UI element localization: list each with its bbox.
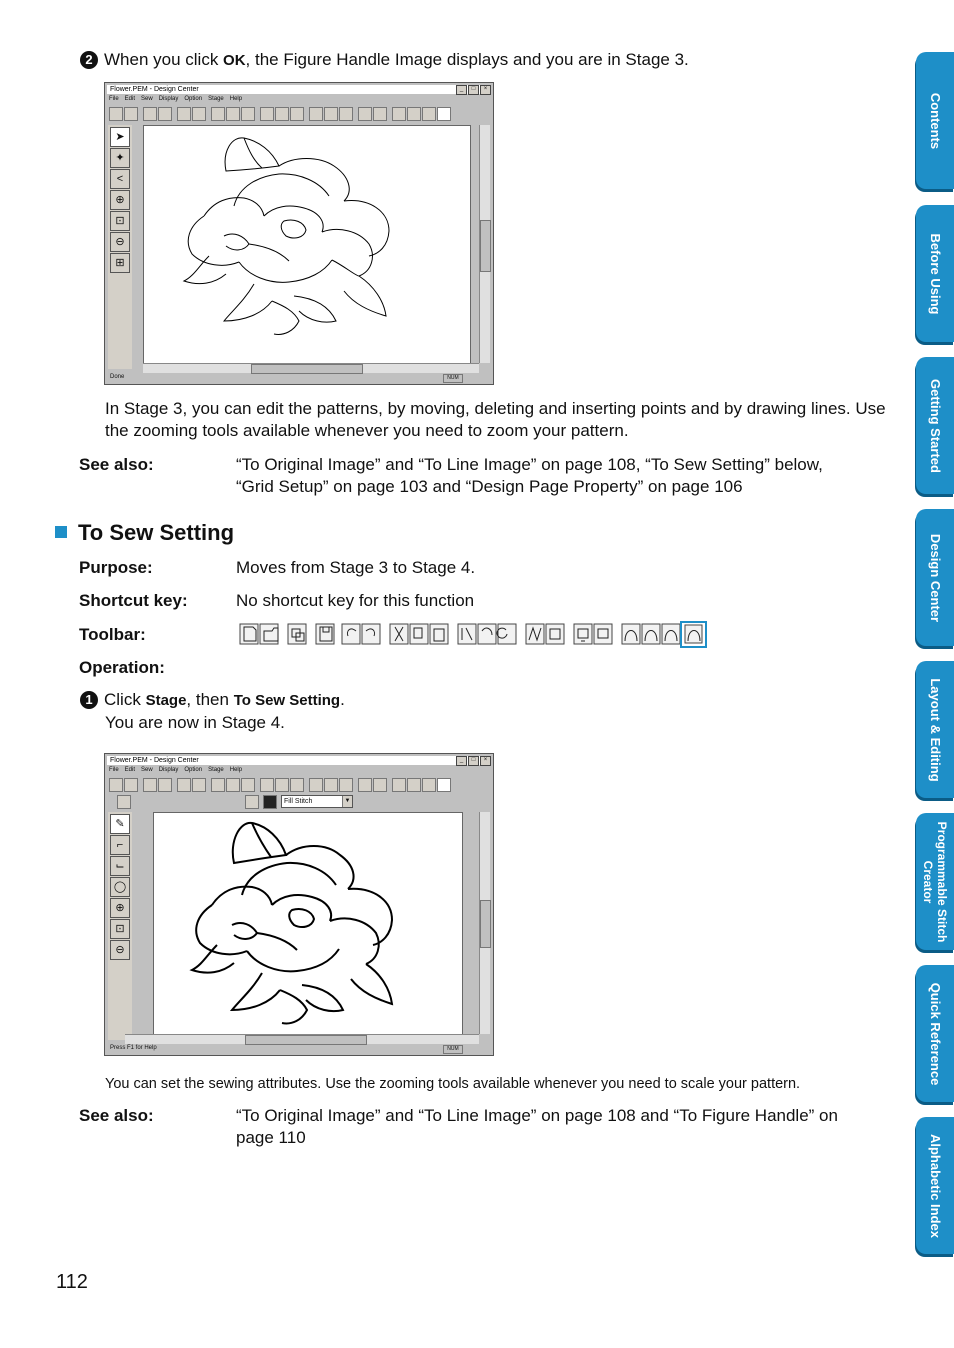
zoom-fit-icon: ⊡ [110, 211, 130, 231]
zoom-out-icon: ⊖ [110, 940, 130, 960]
step-number-1: 1 [80, 691, 98, 709]
toolbar-label: Toolbar: [79, 625, 146, 644]
stage-4-description: You can set the sewing attributes. Use the zooming tools available whenever you need to scale your pattern. [105, 1076, 801, 1092]
window-title: Flower.PEM - Design Center [107, 756, 491, 765]
side-tab-before-using[interactable]: Before Using [916, 205, 954, 342]
pan-icon: ⊞ [110, 253, 130, 273]
side-tab-contents[interactable]: Contents [916, 52, 954, 189]
side-tab-programmable-stitch-creator[interactable]: Programmable Stitch Creator [916, 813, 954, 950]
rose-bold-line-drawing [154, 813, 462, 1035]
shortcut-value: No shortcut key for this function [236, 591, 475, 610]
step-2-line: 2 When you click OK, the Figure Handle Image displays and you are in Stage 3. [80, 49, 689, 72]
window-controls [456, 756, 491, 765]
draw-line-icon: < [110, 169, 130, 189]
status-bar: Done [110, 374, 125, 380]
see-also-label-1: See also: [79, 455, 154, 474]
purpose-value: Moves from Stage 3 to Stage 4. [236, 558, 476, 577]
close-icon: × [480, 85, 491, 95]
line-sew-icon[interactable] [245, 795, 259, 809]
circle-tool-icon: ◯ [110, 877, 130, 897]
see-also-label-2: See also: [79, 1106, 154, 1125]
zoom-in-icon: ⊕ [110, 898, 130, 918]
tool-palette [108, 812, 132, 1040]
vertical-scrollbar[interactable] [479, 812, 490, 1034]
maximize-icon: □ [468, 756, 479, 766]
shortcut-label: Shortcut key: [79, 591, 188, 610]
operation-label: Operation: [79, 658, 165, 677]
region-sew-icon[interactable] [263, 795, 277, 809]
side-tab-alphabetic-index[interactable]: Alphabetic Index [916, 1117, 954, 1254]
sew-arrow-icon [117, 795, 131, 809]
stage-3-description: In Stage 3, you can edit the patterns, by moving, deleting and inserting points and by drawing lines. Use the zooming tools available whenever you need to zoom your pattern. [105, 399, 886, 440]
side-tab-quick-reference[interactable]: Quick Reference [916, 965, 954, 1102]
close-icon: × [480, 756, 491, 766]
horizontal-scrollbar[interactable] [143, 363, 479, 373]
sew-line-icon: ⌙ [110, 856, 130, 876]
toolbar-icons [109, 107, 451, 121]
num-lock-indicator: NUM [443, 374, 463, 383]
step-1-line: 1 Click Stage, then To Sew Setting. [80, 689, 345, 712]
step-number-2: 2 [80, 51, 98, 69]
side-tab-getting-started[interactable]: Getting Started [916, 357, 954, 494]
window-title: Flower.PEM - Design Center [107, 85, 491, 94]
screenshot-stage-3 [104, 82, 494, 385]
horizontal-scrollbar[interactable] [125, 1034, 479, 1044]
chevron-down-icon: ▼ [342, 796, 352, 807]
zoom-out-icon: ⊖ [110, 232, 130, 252]
step-1-result: You are now in Stage 4. [105, 713, 285, 732]
purpose-label: Purpose: [79, 558, 153, 577]
select-arrow-icon: ➤ [110, 127, 130, 147]
maximize-icon: □ [468, 85, 479, 95]
design-canvas [153, 812, 463, 1036]
toolbar-icons [109, 778, 451, 792]
sew-select-icon: ✎ [110, 814, 130, 834]
ok-command: OK [223, 52, 246, 69]
design-canvas [143, 125, 471, 365]
side-tab-design-center[interactable]: Design Center [916, 509, 954, 646]
minimize-icon: _ [456, 85, 467, 95]
vertical-scrollbar[interactable] [479, 125, 490, 363]
screenshot-stage-4 [104, 753, 494, 1056]
num-lock-indicator: NUM [443, 1045, 463, 1054]
see-also-text-1: “To Original Image” and “To Line Image” on page 108, “To Sew Setting” below, “Grid Setup” on page 103 and “Design Page Property” on page 106 [236, 455, 823, 496]
menu-bar: File Edit Sew Display Option Stage Help [109, 96, 243, 102]
zoom-fit-icon: ⊡ [110, 919, 130, 939]
status-bar: Press F1 for Help [110, 1045, 157, 1051]
stage-menu-name: Stage [145, 692, 187, 709]
sew-region-icon: ⌐ [110, 835, 130, 855]
stitch-type-select[interactable]: Fill Stitch ▼ [281, 795, 353, 808]
see-also-text-2: “To Original Image” and “To Line Image” on page 108 and “To Figure Handle” on page 110 [236, 1106, 838, 1147]
minimize-icon: _ [456, 756, 467, 766]
to-sew-setting-command: To Sew Setting [233, 692, 341, 709]
toolbar-strip [238, 621, 708, 648]
sew-toolbar [109, 794, 489, 808]
page-number: 112 [56, 1271, 88, 1293]
window-controls [456, 85, 491, 94]
toolbar-icons-strip [238, 621, 708, 648]
menu-bar: File Edit Sew Display Option Stage Help [109, 767, 243, 773]
side-tab-layout-editing[interactable]: Layout & Editing [916, 661, 954, 798]
zoom-in-icon: ⊕ [110, 190, 130, 210]
section-title: To Sew Setting [78, 520, 235, 545]
point-edit-icon: ✦ [110, 148, 130, 168]
rose-line-drawing [144, 126, 470, 364]
tool-palette [108, 125, 132, 369]
section-marker-icon [55, 526, 67, 538]
